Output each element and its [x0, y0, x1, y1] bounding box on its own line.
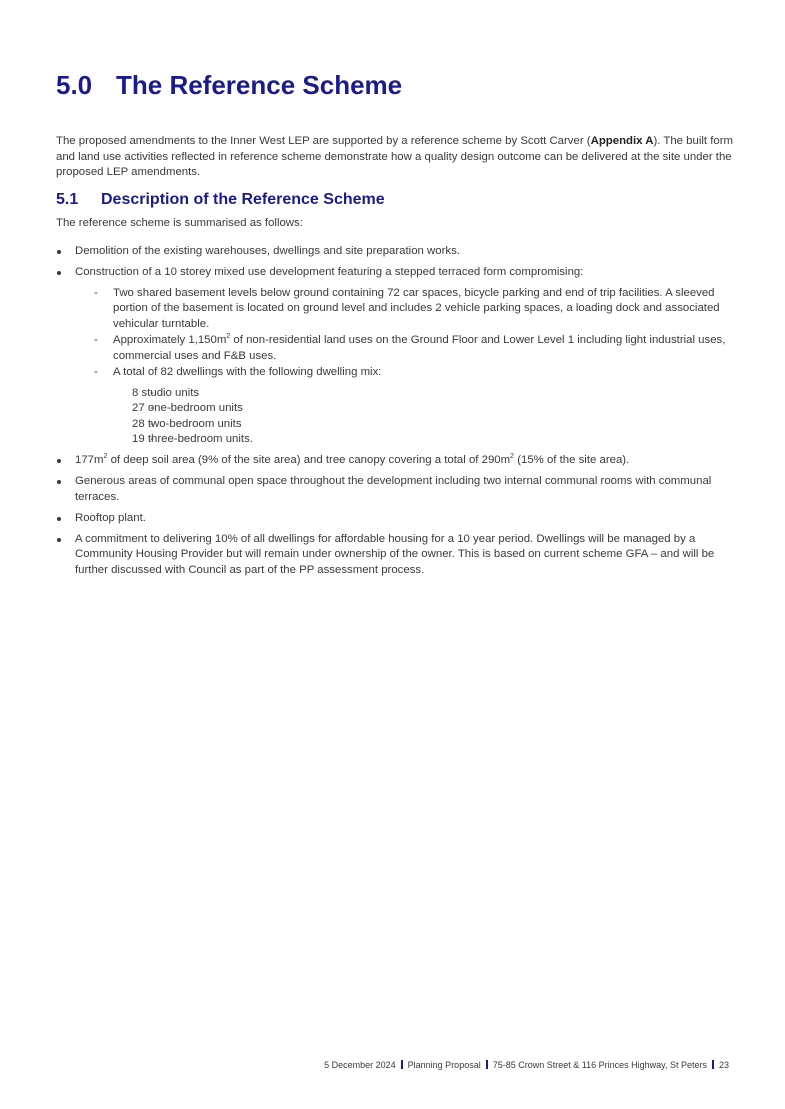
mix-item-text: 27 one-bedroom units [132, 402, 243, 414]
bullet-item [56, 532, 736, 579]
sub-item [75, 333, 736, 364]
page-heading [56, 70, 402, 101]
intro-text-1: The proposed amendments to the Inner West LEP are supported by a reference scheme by Scott Carver ( [56, 135, 591, 147]
bullet-text: Rooftop plant. [75, 511, 146, 524]
sub-item-text: of non-residential land uses on the Ground Floor and Lower Level 1 including light industrial uses, commercial uses and F&B uses. [113, 334, 726, 362]
superscript: 2 [103, 453, 108, 461]
bullet-item [56, 453, 736, 469]
section-title: Description of the Reference Scheme [101, 191, 385, 208]
footer-address: 75-85 Crown Street & 116 Princes Highway, St Peters [492, 1060, 707, 1070]
superscript: 2 [510, 453, 515, 461]
page-footer [324, 1060, 729, 1070]
footer-document: Planning Proposal [407, 1060, 481, 1070]
intro-paragraph [56, 134, 736, 181]
section-heading [56, 191, 385, 209]
page-number: 23 [718, 1060, 729, 1070]
intro-text-2: ). The built form and land use activities reflected in reference scheme demonstrate how a quality design outcome can be delivered at the site under the proposed LEP amendments. [56, 135, 734, 178]
bullet-item [56, 265, 736, 448]
mix-item-text: 8 studio units [132, 386, 200, 399]
heading-title: The Reference Scheme [116, 70, 403, 100]
mix-item [113, 432, 736, 448]
dwelling-mix-list [113, 386, 736, 448]
sub-item-text: Approximately 1,150m [113, 334, 227, 346]
bullet-item [56, 244, 736, 260]
bullet-text: 177m [75, 454, 104, 466]
footer-separator [712, 1060, 714, 1069]
heading-number: 5.0 [56, 70, 93, 100]
footer-separator [486, 1060, 488, 1069]
footer-separator [401, 1060, 403, 1069]
bullet-text: of deep soil area (9% of the site area) and tree canopy covering a total of 290m [107, 454, 511, 466]
superscript: 2 [226, 333, 231, 341]
bullet-text: Generous areas of communal open space throughout the development including two internal communal rooms with communal terraces. [75, 475, 712, 503]
bullet-item [56, 474, 736, 505]
footer-date: 5 December 2024 [324, 1060, 396, 1070]
lead-text: The reference scheme is summarised as follows: [56, 217, 303, 229]
sub-item-text: Two shared basement levels below ground containing 72 car spaces, bicycle parking and end of trip facilities. A sleeved portion of the basement is located on ground level and includes 2 vehicle parking spaces, a loading dock and associated vehicular turntable. [113, 286, 720, 330]
bullet-text: A commitment to delivering 10% of all dwellings for affordable housing for a 10 year period. Dwellings will be managed by a Community Housing Provider but will remain under ownership of the owner. This is based on current scheme GFA – and will be further discussed with Council as part of the PP assessment process. [75, 532, 715, 576]
mix-item [113, 401, 736, 417]
bullet-text: Demolition of the existing warehouses, dwellings and site preparation works. [75, 245, 460, 257]
mix-item [113, 417, 736, 433]
section-number: 5.1 [56, 191, 79, 208]
bullet-list [56, 244, 736, 584]
bullet-item [56, 511, 736, 527]
mix-item [113, 386, 736, 402]
bullet-text: (15% of the site area). [514, 454, 630, 466]
appendix-reference: Appendix A [590, 135, 654, 147]
mix-item-text: 19 three-bedroom units. [132, 433, 253, 445]
sub-item-text: A total of 82 dwellings with the following dwelling mix: [113, 366, 382, 378]
sub-item [75, 286, 736, 333]
bullet-text: Construction of a 10 storey mixed use development featuring a stepped terraced form compromising: [75, 266, 584, 278]
mix-item-text: 28 two-bedroom units [132, 417, 242, 430]
sub-item [75, 365, 736, 448]
